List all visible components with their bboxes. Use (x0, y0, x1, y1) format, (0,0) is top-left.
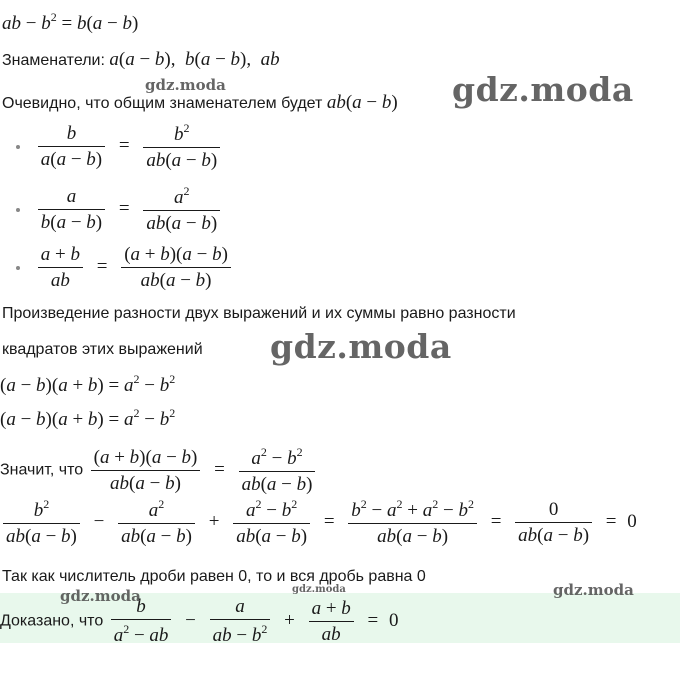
denominators-line: Знаменатели: a(a − b), b(a − b), ab (2, 49, 280, 70)
numerator-zero-text: Так как числитель дроби равен 0, то и вся дробь равна 0 (2, 568, 426, 585)
bullet-equation-1: $\frac{b}{a(a - b)}$ = $\frac{b^2}{ab(a - b)}$ (0, 121, 223, 172)
factor-equation: ab − $b^2 = b(a - b)$ (2, 10, 139, 34)
watermark: gdz.moda (145, 76, 226, 94)
common-denominator-line: Очевидно, что общим знаменателем будет ab(a − b) (2, 92, 398, 113)
product-rule-text-2: квадратов этих выражений (2, 341, 203, 358)
watermark: gdz.moda (452, 70, 634, 109)
hence-line: Значит, что $\frac{(a + b)(a - b)}{ab(a - b)}$ = $\frac{a^2 - b^2}{ab(a - b)}$ (0, 445, 318, 496)
sum-equation: $\frac{b^2}{ab(a - b)}$ − $\frac{a^2}{ab(a - b)}$ + $\frac{a^2 - b^2}{ab(a - b)}$ = $\frac{b^2 - a^2 + a^2 - b^2}{ab(a - b)}$ = $\frac{0}{ab(a - b)}$ = 0 (0, 497, 637, 548)
product-rule-text-1: Произведение разности двух выражений и их суммы равно разности (2, 305, 516, 322)
common-denominator-label: Очевидно, что общим знаменателем будет (2, 95, 323, 112)
identity-line-2: $(a - b)(a + b) = a^2 - b^2$ (0, 406, 176, 430)
watermark: gdz.moda (270, 327, 452, 366)
bullet-icon (16, 266, 20, 270)
proved-line: Доказано, что $\frac{b}{a^2 - ab}$ − $\frac{a}{ab - b^2}$ + $\frac{a + b}{ab}$ = 0 (0, 596, 399, 646)
denominators-label: Знаменатели: (2, 52, 105, 69)
bullet-icon (16, 208, 20, 212)
watermark: gdz.moda (292, 584, 346, 595)
hence-label: Значит, что (0, 461, 84, 479)
bullet-icon (16, 145, 20, 149)
bullet-equation-2: $\frac{a}{b(a - b)}$ = $\frac{a^2}{ab(a - b)}$ (0, 184, 223, 235)
proved-label: Доказано, что (0, 612, 104, 630)
bullet-equation-3: $\frac{a + b}{ab}$ = $\frac{(a + b)(a - b)}{ab(a - b)}$ (0, 244, 234, 292)
watermark: gdz.moda (553, 581, 634, 599)
watermark: gdz.moda (60, 587, 141, 605)
identity-line-1: $(a - b)(a + b) = a^2 - b^2$ (0, 372, 176, 396)
